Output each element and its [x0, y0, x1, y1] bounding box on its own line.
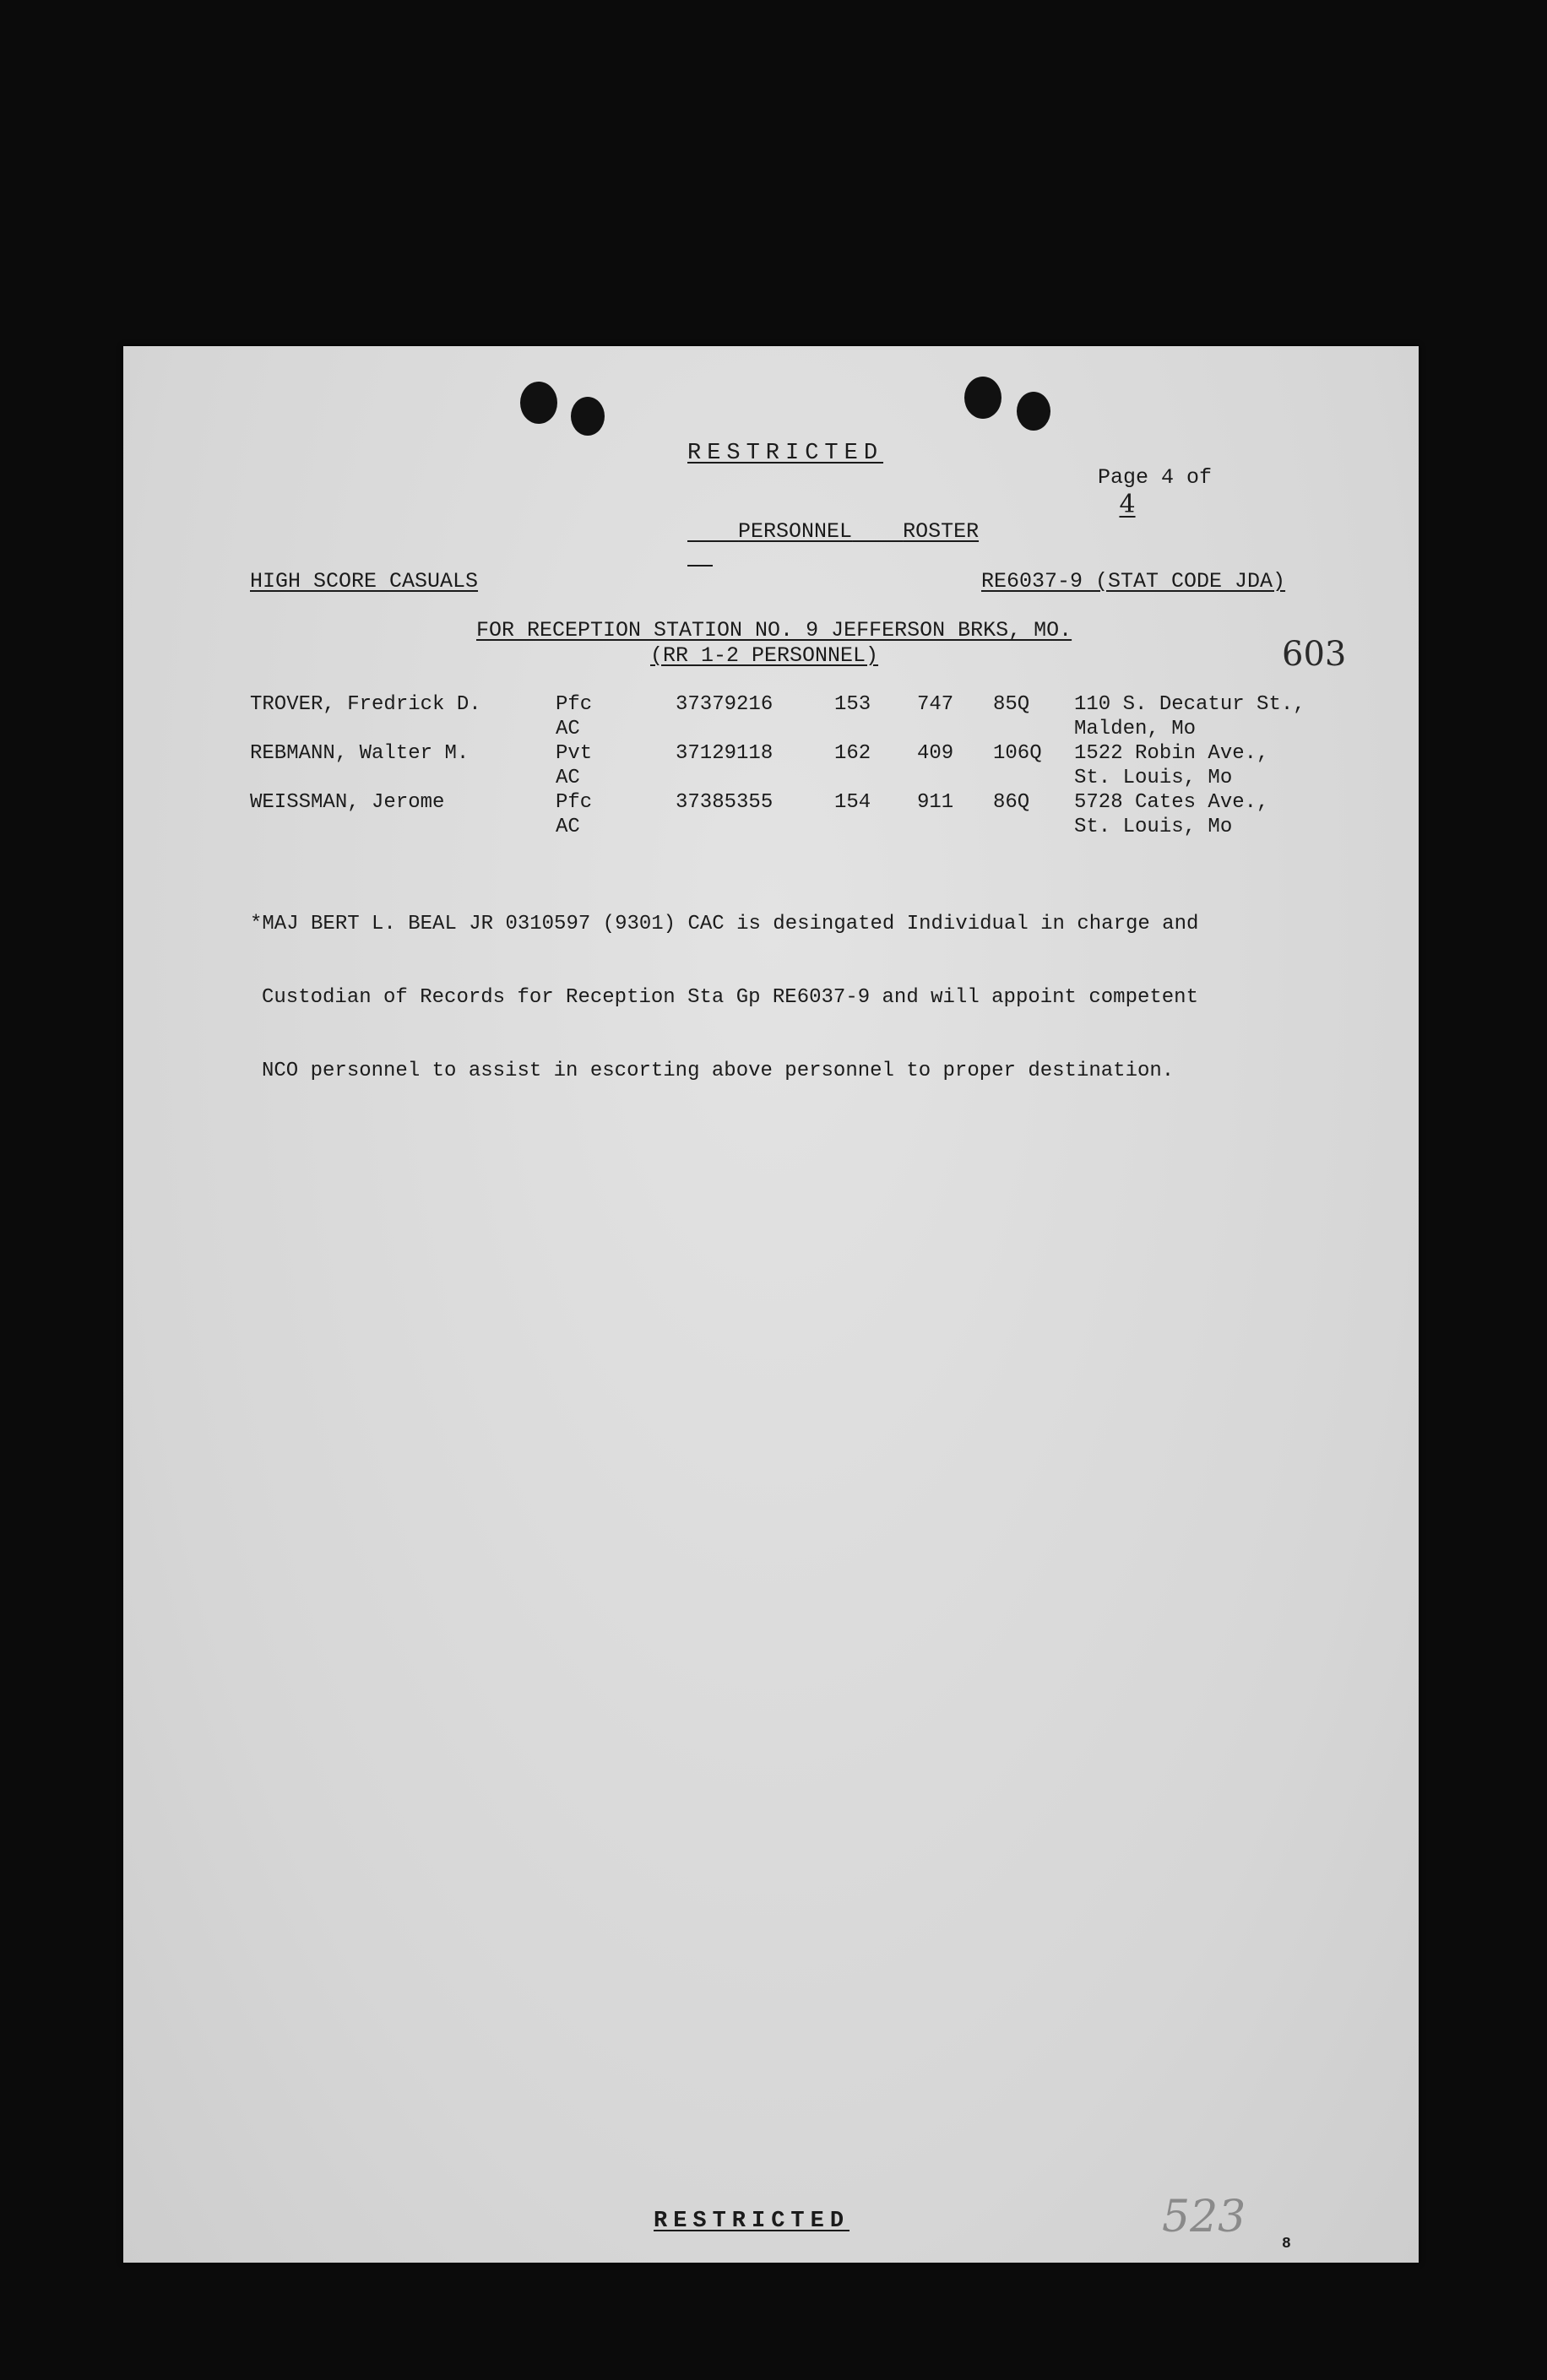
address-line-1: 1522 Robin Ave.,: [1074, 742, 1269, 765]
corner-mark: 8: [1282, 2236, 1291, 2253]
restricted-heading-bottom: RESTRICTED: [654, 2209, 850, 2234]
roster-title-word-1: PERSONNEL: [738, 519, 853, 544]
unit-code: RE6037-9 (STAT CODE JDA): [981, 569, 1286, 594]
punch-hole-left-a: [520, 382, 557, 424]
col-c-cell: 85Q: [993, 693, 1030, 716]
col-a-cell: 162: [834, 742, 871, 765]
punch-hole-right-a: [964, 377, 1001, 419]
roster-title: [687, 495, 979, 568]
note-line-2: Custodian of Records for Reception Sta Gp RE6037-9 and will appoint competent: [262, 986, 1198, 1009]
col-b-cell: 409: [917, 742, 954, 765]
name-cell: TROVER, Fredrick D.: [250, 693, 481, 716]
grade-cell: Pfc: [556, 791, 593, 814]
address-line-1: 110 S. Decatur St.,: [1074, 693, 1305, 716]
col-a-cell: 153: [834, 693, 871, 716]
roster-table: [123, 692, 1419, 861]
punch-hole-right-b: [1017, 392, 1050, 431]
grade-cell: Pfc: [556, 693, 593, 716]
serial-cell: 37379216: [676, 693, 774, 716]
handwritten-number: 523: [1162, 2192, 1246, 2242]
arm-cell: AC: [556, 816, 580, 838]
grade-cell: Pvt: [556, 742, 593, 765]
note-line-1: *MAJ BERT L. BEAL JR 0310597 (9301) CAC is desingated Individual in charge and: [250, 913, 1199, 935]
sub-destination-line: (RR 1-2 PERSONNEL): [650, 643, 879, 668]
col-a-cell: 154: [834, 791, 871, 814]
roster-title-word-2: ROSTER: [903, 519, 980, 544]
document-page: [123, 346, 1419, 2263]
address-line-2: St. Louis, Mo: [1074, 767, 1233, 789]
col-b-cell: 747: [917, 693, 954, 716]
address-line-2: St. Louis, Mo: [1074, 816, 1233, 838]
note-line-3: NCO personnel to assist in escorting above personnel to proper destination.: [262, 1060, 1175, 1082]
list-title: HIGH SCORE CASUALS: [250, 569, 479, 594]
col-c-cell: 86Q: [993, 791, 1030, 814]
restricted-heading-top: RESTRICTED: [687, 441, 884, 466]
serial-cell: 37129118: [676, 742, 774, 765]
name-cell: REBMANN, Walter M.: [250, 742, 470, 765]
page-indicator: [1047, 441, 1212, 544]
destination-line: FOR RECEPTION STATION NO. 9 JEFFERSON BRKS, MO.: [476, 618, 1072, 642]
custodian-note: [250, 863, 1198, 1132]
arm-cell: AC: [556, 767, 580, 789]
address-line-2: Malden, Mo: [1074, 718, 1197, 740]
col-c-cell: 106Q: [993, 742, 1042, 765]
stamp-number: 603: [1282, 635, 1347, 674]
arm-cell: AC: [556, 718, 580, 740]
col-b-cell: 911: [917, 791, 954, 814]
page-label: Page 4 of: [1098, 465, 1213, 490]
page-total: 4: [1119, 490, 1136, 519]
serial-cell: 37385355: [676, 791, 774, 814]
name-cell: WEISSMAN, Jerome: [250, 791, 445, 814]
address-line-1: 5728 Cates Ave.,: [1074, 791, 1269, 814]
punch-hole-left-b: [571, 397, 605, 436]
